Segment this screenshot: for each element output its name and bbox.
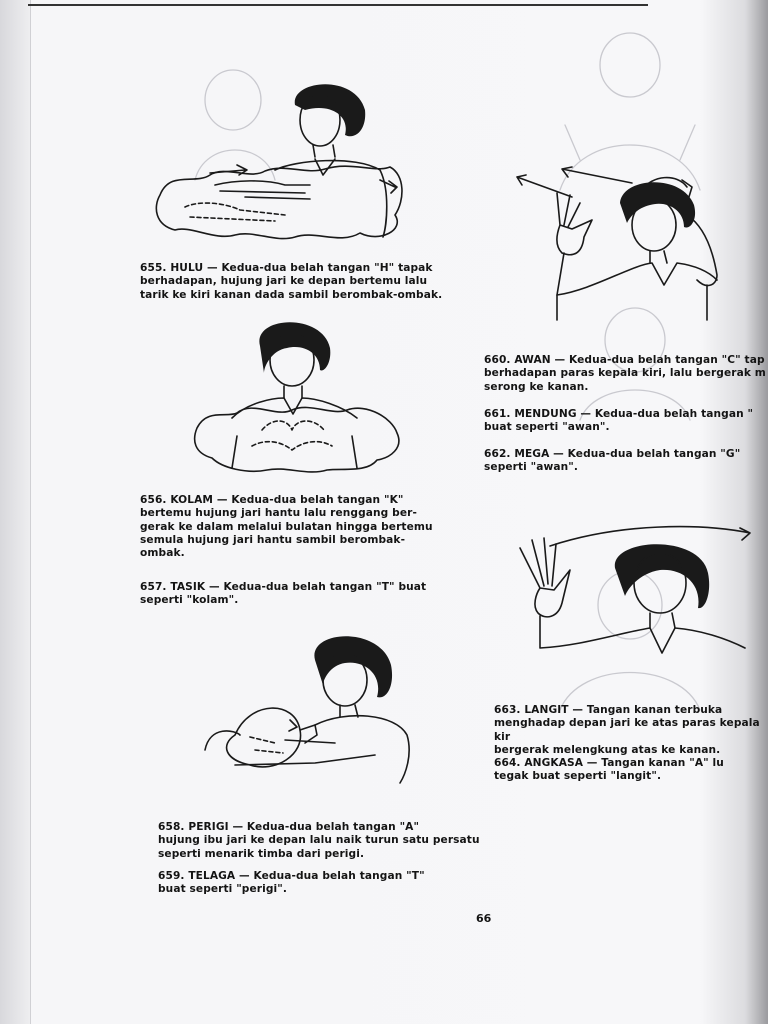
entry-line: 658. PERIGI — Kedua-dua belah tangan "A": [158, 821, 420, 833]
entry-657-tasik: [140, 581, 426, 608]
illustration-awan-sign: [512, 165, 722, 320]
entry-line: berhadapan paras kepala kiri, lalu bergerak m: [484, 367, 766, 380]
entry-662-mega: [484, 448, 740, 475]
entry-line: 660. AWAN — Kedua-dua belah tangan "C" tap: [484, 354, 765, 366]
entry-line: 659. TELAGA — Kedua-dua belah tangan "T": [158, 870, 425, 882]
entry-line: 661. MENDUNG — Kedua-dua belah tangan ": [484, 408, 754, 420]
entry-664-angkasa: [494, 757, 724, 784]
entry-line: 656. KOLAM — Kedua-dua belah tangan "K": [140, 494, 404, 506]
entry-656-kolam: [140, 494, 433, 560]
entry-line: buat seperti "awan".: [484, 421, 610, 434]
entry-655-hulu: [140, 262, 442, 302]
entry-660-awan: [484, 354, 766, 394]
entry-661-mendung: [484, 408, 753, 435]
entry-line: tarik ke kiri kanan dada sambil berombak-ombak.: [140, 288, 443, 301]
entry-line: menghadap depan jari ke atas paras kepala kir: [494, 717, 760, 743]
entry-line: 664. ANGKASA — Tangan kanan "A" lu: [494, 757, 724, 769]
entry-line: gerak ke dalam melalui bulatan hingga bertemu: [140, 520, 433, 533]
entry-line: berhadapan, hujung jari ke depan bertemu lalu: [140, 275, 428, 288]
entry-line: 662. MEGA — Kedua-dua belah tangan "G": [484, 448, 741, 460]
entry-line: seperti menarik timba dari perigi.: [158, 847, 365, 860]
illustration-langit-sign: [510, 528, 755, 660]
entry-line: tegak buat seperti "langit".: [494, 770, 662, 783]
illustration-kolam-sign: [192, 318, 404, 478]
entry-line: bergerak melengkung atas ke kanan.: [494, 743, 721, 756]
entry-line: bertemu hujung jari hantu lalu renggang ber-: [140, 507, 417, 520]
entry-line: 657. TASIK — Kedua-dua belah tangan "T" buat: [140, 581, 427, 593]
entry-line: seperti "kolam".: [140, 594, 239, 607]
entry-line: seperti "awan".: [484, 461, 579, 474]
illustration-perigi-sign: [195, 625, 413, 785]
entry-line: semula hujung jari hantu sambil berombak-: [140, 533, 406, 546]
page-binding: [0, 0, 31, 1024]
entry-line: buat seperti "perigi".: [158, 883, 287, 896]
page-number: 66: [476, 912, 492, 925]
entry-line: hujung ibu jari ke depan lalu naik turun satu persatu: [158, 834, 480, 847]
entry-line: serong ke kanan.: [484, 380, 589, 393]
entry-663-langit: [494, 704, 768, 757]
entry-line: 663. LANGIT — Tangan kanan terbuka: [494, 704, 723, 716]
page-top-rule: [28, 4, 648, 6]
entry-line: ombak.: [140, 547, 185, 560]
entry-line: 655. HULU — Kedua-dua belah tangan "H" tapak: [140, 262, 433, 274]
entry-659-telaga: [158, 870, 425, 897]
entry-658-perigi: [158, 821, 480, 861]
illustration-hulu-sign: [155, 75, 410, 245]
